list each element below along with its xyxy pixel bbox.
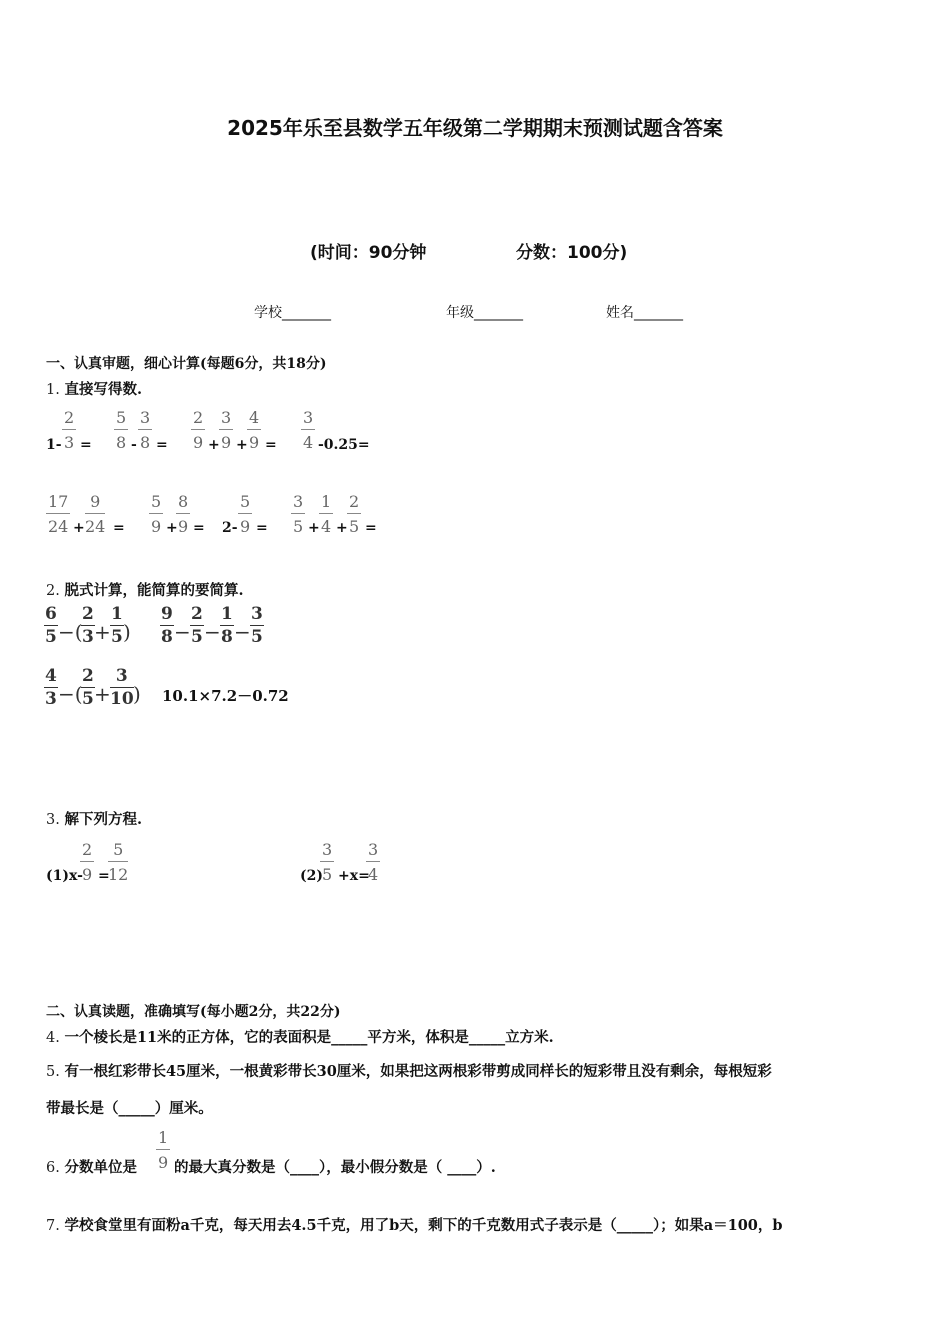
- time-label: (时间：90分钟: [310, 243, 427, 263]
- fraction: $\frac{9}{24}$: [85, 492, 106, 536]
- fraction: $\frac{5}{9}$: [240, 492, 251, 536]
- question-5-line2: [46, 1097, 213, 1118]
- fraction: $\frac{3}{4}$: [368, 840, 379, 884]
- section2-heading: 二、认真读题，准确填写(每小题2分，共22分): [46, 1004, 341, 1020]
- fraction: $\frac{3}{9}$: [221, 408, 232, 452]
- fraction: $\frac{1}{9}$: [158, 1128, 169, 1172]
- close-paren: ): [123, 620, 131, 644]
- plus: +: [308, 520, 320, 536]
- plus: +: [94, 620, 111, 644]
- equals: =: [265, 437, 277, 453]
- question-number: 1.: [46, 382, 60, 398]
- expr-tail: -0.25=: [318, 437, 370, 453]
- fraction: $\frac{5}{8}$: [116, 408, 127, 452]
- question-text: 直接写得数.: [64, 381, 143, 398]
- fraction: $\frac{2}{9}$: [193, 408, 204, 452]
- fraction: $\frac{8}{9}$: [178, 492, 189, 536]
- plus: +: [73, 520, 85, 536]
- fraction: 9 8: [161, 604, 173, 647]
- equals: =: [156, 437, 168, 453]
- question-text: 的最大真分数是（____），最小假分数是（ ____）.: [174, 1159, 496, 1176]
- equals: =: [113, 520, 125, 536]
- fraction: 3 5: [251, 604, 263, 647]
- question-text: 一个棱长是11米的正方体，它的表面积是_____平方米，体积是_____立方米.: [64, 1029, 554, 1046]
- minus: −: [174, 620, 191, 644]
- plus: +: [94, 682, 111, 706]
- fraction: $\frac{3}{4}$: [303, 408, 314, 452]
- question-number: 7.: [46, 1218, 60, 1234]
- question-6-pre: [46, 1156, 137, 1177]
- minus-paren: −(: [58, 682, 83, 706]
- plus: +: [236, 437, 248, 453]
- close-paren: ): [133, 682, 141, 706]
- plus: +: [208, 437, 220, 453]
- plus: +: [166, 520, 178, 536]
- equals: =: [80, 437, 92, 453]
- fraction: $\frac{17}{24}$: [48, 492, 69, 536]
- section1-heading: 一、认真审题，细心计算(每题6分，共18分): [46, 356, 327, 372]
- grade-field: 年级_______: [446, 305, 523, 321]
- fraction: 4 3: [45, 666, 57, 709]
- minus: −: [204, 620, 221, 644]
- equals: =: [365, 520, 377, 536]
- fraction: 3 10: [110, 666, 134, 709]
- fraction: $\frac{2}{3}$: [64, 408, 75, 452]
- plus: +: [336, 520, 348, 536]
- question-number: 2.: [46, 583, 60, 599]
- question-2: [46, 579, 244, 600]
- question-text: 解下列方程.: [64, 811, 143, 828]
- minus: −: [234, 620, 251, 644]
- question-4: [46, 1026, 554, 1047]
- equation-label: (1)x-: [46, 868, 83, 884]
- question-number: 6.: [46, 1160, 60, 1176]
- equation-label: (2): [300, 868, 323, 884]
- fraction: 2 5: [191, 604, 203, 647]
- fraction: 2 3: [82, 604, 94, 647]
- question-1: [46, 378, 142, 399]
- fraction: $\frac{2}{9}$: [82, 840, 93, 884]
- expr-prefix: 2-: [222, 520, 238, 536]
- equals: =: [98, 868, 110, 884]
- question-number: 3.: [46, 812, 60, 828]
- fraction: 6 5: [45, 604, 57, 647]
- fraction: $\frac{5}{12}$: [108, 840, 129, 884]
- question-number: 4.: [46, 1030, 60, 1046]
- fraction: $\frac{3}{8}$: [140, 408, 151, 452]
- minus-paren: −(: [58, 620, 83, 644]
- equals: =: [193, 520, 205, 536]
- fraction: $\frac{3}{5}$: [322, 840, 333, 884]
- fraction: 1 8: [221, 604, 233, 647]
- school-field: 学校_______: [254, 305, 331, 321]
- fraction: $\frac{1}{4}$: [321, 492, 332, 536]
- equation-mid: +x=: [338, 868, 370, 884]
- question-6-post: [174, 1156, 496, 1177]
- question-text: 学校食堂里有面粉a千克，每天用去4.5千克，用了b天，剩下的千克数用式子表示是（_____）；如果a＝100，b: [64, 1217, 783, 1234]
- fraction: 2 5: [82, 666, 94, 709]
- question-text: 带最长是（_____）厘米。: [46, 1100, 213, 1117]
- expression-4: 10.1×7.2－0.72: [162, 687, 289, 705]
- fraction: $\frac{2}{5}$: [349, 492, 360, 536]
- equals: =: [256, 520, 268, 536]
- question-text: 脱式计算，能简算的要简算.: [64, 582, 244, 599]
- question-number: 5.: [46, 1064, 60, 1080]
- fraction: $\frac{3}{5}$: [293, 492, 304, 536]
- question-text: 分数单位是: [64, 1159, 137, 1176]
- question-7: [46, 1214, 783, 1235]
- question-3: [46, 808, 142, 829]
- fraction: $\frac{4}{9}$: [249, 408, 260, 452]
- expr-prefix: 1-: [46, 437, 62, 453]
- score-label: 分数：100分): [516, 243, 628, 263]
- name-field: 姓名_______: [606, 305, 683, 321]
- fraction: $\frac{5}{9}$: [151, 492, 162, 536]
- fraction: 1 5: [111, 604, 123, 647]
- question-text: 有一根红彩带长45厘米，一根黄彩带长30厘米，如果把这两根彩带剪成同样长的短彩带且没有剩余，每根短彩: [64, 1063, 772, 1080]
- minus: -: [131, 437, 137, 453]
- page-title: 2025年乐至县数学五年级第二学期期末预测试题含答案: [227, 116, 723, 140]
- question-5: [46, 1060, 772, 1081]
